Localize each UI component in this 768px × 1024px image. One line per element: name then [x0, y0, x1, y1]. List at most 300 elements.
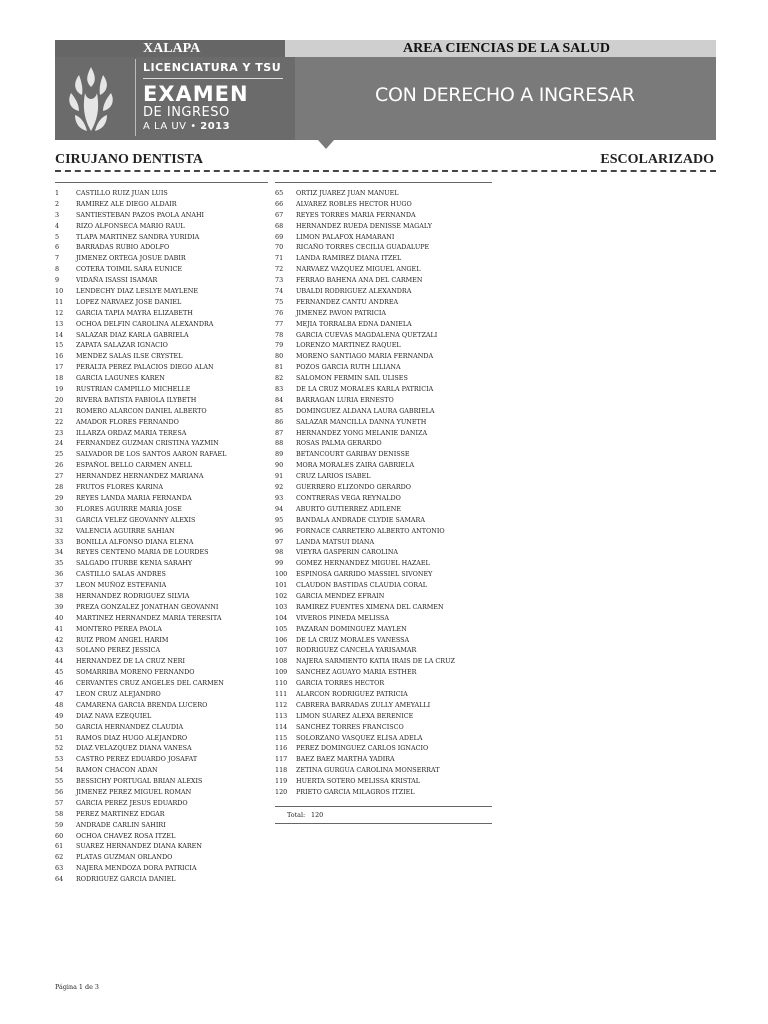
- list-item: [55, 602, 268, 613]
- mode-title: ESCOLARIZADO: [600, 152, 714, 167]
- list-number: 104: [275, 613, 288, 622]
- banner-pointer: [318, 140, 334, 149]
- list-item: [275, 656, 492, 667]
- list-item: [275, 417, 492, 428]
- list-name: GARCIA PEREZ JESUS EDUARDO: [76, 798, 188, 807]
- list-number: 50: [55, 722, 64, 731]
- list-item: [275, 308, 492, 319]
- list-name: SALAZAR MANCILLA DANNA YUNETH: [296, 417, 427, 426]
- list-item: [275, 373, 492, 384]
- list-number: 61: [55, 842, 64, 851]
- list-number: 1: [55, 189, 60, 197]
- total-rule-top: [275, 806, 492, 807]
- list-number: 114: [275, 722, 288, 731]
- list-name: BONILLA ALFONSO DIANA ELENA: [76, 537, 194, 546]
- list-item: [275, 340, 492, 351]
- list-name: CABRERA BARRADAS ZULLY AMEYALLI: [296, 700, 431, 709]
- exam-at: A LA UV: [143, 121, 187, 132]
- list-name: REYES LANDA MARIA FERNANDA: [76, 493, 192, 502]
- list-number: 87: [275, 428, 284, 437]
- list-number: 31: [55, 515, 64, 524]
- list-name: LOPEZ NARVAEZ JOSE DANIEL: [76, 297, 182, 306]
- list-number: 58: [55, 809, 64, 818]
- list-item: [275, 493, 492, 504]
- list-number: 52: [55, 744, 64, 753]
- list-item: [275, 722, 492, 733]
- list-item: [55, 722, 268, 733]
- list-number: 7: [55, 254, 60, 263]
- list-number: 56: [55, 787, 64, 796]
- list-item: [55, 765, 268, 776]
- list-number: 3: [55, 210, 60, 219]
- list-name: VALENCIA AGUIRRE SAHIAN: [76, 526, 175, 535]
- list-name: FRUTOS FLORES KARINA: [76, 483, 164, 492]
- list-item: [275, 242, 492, 253]
- list-name: MENDEZ SALAS ILSE CRYSTEL: [76, 352, 183, 361]
- list-item: [55, 667, 268, 678]
- total-rule-bottom: [275, 823, 492, 824]
- list-number: 4: [55, 221, 60, 230]
- list-number: 93: [275, 493, 284, 502]
- list-item: [275, 515, 492, 526]
- list-number: 35: [55, 559, 64, 568]
- list-number: 111: [275, 689, 288, 698]
- list-number: 47: [55, 689, 64, 698]
- list-number: 62: [55, 853, 64, 862]
- list-name: OCHOA CHAVEZ ROSA ITZEL: [76, 831, 176, 840]
- list-item: [55, 210, 268, 221]
- list-name: DIAZ NAVA EZEQUIEL: [76, 711, 152, 720]
- list-name: CASTILLO SALAS ANDRES: [76, 570, 166, 579]
- list-item: [275, 210, 492, 221]
- list-item: [275, 362, 492, 373]
- list-name: ORTIZ JUAREZ JUAN MANUEL: [296, 189, 399, 197]
- list-number: 80: [275, 352, 284, 361]
- list-number: 100: [275, 570, 288, 579]
- logo-divider: [135, 59, 136, 136]
- exam-banner: [55, 57, 295, 140]
- list-item: [55, 319, 268, 330]
- list-item: [275, 678, 492, 689]
- exam-subtitle: DE INGRESO: [143, 105, 230, 120]
- list-name: BESSICHY PORTUGAL BRIAN ALEXIS: [76, 777, 203, 786]
- list-item: [55, 471, 268, 482]
- list-name: LANDA RAMIREZ DIANA ITZEL: [296, 254, 402, 263]
- list-number: 79: [275, 341, 284, 350]
- list-item: [55, 264, 268, 275]
- list-number: 5: [55, 232, 60, 241]
- admitted-list-left: [55, 188, 268, 885]
- list-number: 106: [275, 635, 288, 644]
- list-number: 63: [55, 864, 64, 873]
- list-name: RAMON CHACON ADAN: [76, 766, 158, 775]
- list-number: 86: [275, 417, 284, 426]
- list-number: 46: [55, 679, 64, 688]
- list-number: 29: [55, 493, 64, 502]
- list-item: [275, 787, 492, 798]
- page-number: Página 1 de 3: [55, 983, 99, 991]
- dashed-divider: [55, 170, 716, 172]
- city-label: XALAPA: [55, 40, 285, 57]
- list-item: [275, 428, 492, 439]
- list-number: 70: [275, 243, 284, 252]
- list-item: [55, 297, 268, 308]
- list-item: [55, 624, 268, 635]
- list-number: 10: [55, 287, 64, 296]
- list-name: PERALTA PEREZ PALACIOS DIEGO ALAN: [76, 363, 214, 372]
- list-number: 77: [275, 319, 284, 328]
- list-item: [275, 689, 492, 700]
- list-item: [55, 591, 268, 602]
- list-number: 88: [275, 439, 284, 448]
- list-item: [275, 199, 492, 210]
- list-name: GARCIA CUEVAS MAGDALENA QUETZALI: [296, 330, 438, 339]
- list-name: CRUZ LARIOS ISABEL: [296, 472, 371, 481]
- list-name: ROMERO ALARCON DANIEL ALBERTO: [76, 406, 207, 415]
- list-name: HERNANDEZ YONG MELANIE DANIZA: [296, 428, 428, 437]
- list-name: TLAPA MARTINEZ SANDRA YURIDIA: [76, 232, 200, 241]
- list-item: [55, 733, 268, 744]
- area-label: AREA CIENCIAS DE LA SALUD: [285, 40, 716, 57]
- list-name: SALGADO ITURBE KENIA SARAHY: [76, 559, 193, 568]
- list-item: [275, 221, 492, 232]
- list-number: 30: [55, 504, 64, 513]
- list-number: 26: [55, 461, 64, 470]
- list-number: 54: [55, 766, 64, 775]
- list-name: DE LA CRUZ MORALES KARLA PATRICIA: [296, 385, 434, 394]
- list-number: 85: [275, 406, 284, 415]
- list-name: LEON MUÑOZ ESTEFANIA: [76, 581, 167, 590]
- list-item: [55, 526, 268, 537]
- list-number: 24: [55, 439, 64, 448]
- list-name: GARCIA TORRES HECTOR: [296, 679, 385, 688]
- list-name: VIEYRA GASPERIN CAROLINA: [296, 548, 399, 557]
- list-name: HUERTA SOTERO MELISSA KRISTAL: [296, 777, 421, 786]
- list-number: 91: [275, 472, 284, 481]
- list-number: 20: [55, 395, 64, 404]
- list-item: [275, 700, 492, 711]
- list-number: 11: [55, 297, 64, 306]
- list-item: [275, 264, 492, 275]
- list-number: 71: [275, 254, 284, 263]
- list-name: ESPAÑOL BELLO CARMEN ANELL: [76, 461, 193, 470]
- list-number: 117: [275, 755, 288, 764]
- list-name: ILLARZA ORDAZ MARIA TERESA: [76, 428, 187, 437]
- list-item: [55, 460, 268, 471]
- list-item: [55, 743, 268, 754]
- list-name: DIAZ VELAZQUEZ DIANA VANESA: [76, 744, 192, 753]
- list-number: 2: [55, 199, 60, 208]
- list-name: REYES CENTENO MARIA DE LOURDES: [76, 548, 209, 557]
- list-name: GARCIA TAPIA MAYRA ELIZABETH: [76, 308, 193, 317]
- list-item: [55, 308, 268, 319]
- list-number: 99: [275, 559, 284, 568]
- list-number: 53: [55, 755, 64, 764]
- list-number: 33: [55, 537, 64, 546]
- list-item: [275, 613, 492, 624]
- list-number: 69: [275, 232, 284, 241]
- list-item: [55, 242, 268, 253]
- list-name: PAZARAN DOMINGUEZ MAYLEN: [296, 624, 407, 633]
- list-item: [55, 362, 268, 373]
- list-number: 83: [275, 385, 284, 394]
- list-item: [275, 733, 492, 744]
- list-number: 76: [275, 308, 284, 317]
- list-name: MORENO SANTIAGO MARIA FERNANDA: [296, 352, 434, 361]
- list-item: [55, 428, 268, 439]
- list-name: SANCHEZ AGUAYO MARIA ESTHER: [296, 668, 417, 677]
- list-item: [55, 635, 268, 646]
- list-name: LEON CRUZ ALEJANDRO: [76, 689, 161, 698]
- list-item: [275, 645, 492, 656]
- list-item: [55, 340, 268, 351]
- list-name: CERVANTES CRUZ ANGELES DEL CARMEN: [76, 679, 224, 688]
- list-name: BETANCOURT GARIBAY DENISSE: [296, 450, 410, 459]
- list-item: [275, 275, 492, 286]
- program-type: LICENCIATURA Y TSU: [143, 61, 282, 74]
- list-item: [275, 602, 492, 613]
- list-item: [55, 689, 268, 700]
- list-number: 73: [275, 276, 284, 285]
- list-number: 32: [55, 526, 64, 535]
- admitted-list-right: [275, 188, 492, 798]
- list-number: 92: [275, 483, 284, 492]
- list-name: MONTERO PEREA PAOLA: [76, 624, 162, 633]
- list-name: SALOMON FERMIN SAIL ULISES: [296, 374, 408, 383]
- list-name: POZOS GARCIA RUTH LILIANA: [296, 363, 401, 372]
- list-name: LIMON SUAREZ ALEXA BERENICE: [296, 711, 414, 720]
- list-name: RODRIGUEZ GARCIA DANIEL: [76, 875, 176, 884]
- list-item: [55, 645, 268, 656]
- list-name: SUAREZ HERNANDEZ DIANA KAREN: [76, 842, 202, 851]
- list-item: [55, 776, 268, 787]
- list-number: 8: [55, 265, 60, 274]
- list-name: PEREZ MARTINEZ EDGAR: [76, 809, 165, 818]
- list-number: 48: [55, 700, 64, 709]
- list-name: ESPINOSA GARRIDO MASSIEL SIVONEY: [296, 570, 433, 579]
- list-name: SOLANO PEREZ JESSICA: [76, 646, 161, 655]
- list-item: [55, 493, 268, 504]
- title-divider: [143, 78, 283, 79]
- list-number: 9: [55, 276, 60, 285]
- list-number: 60: [55, 831, 64, 840]
- list-number: 97: [275, 537, 284, 546]
- list-name: AMADOR FLORES FERNANDO: [76, 417, 179, 426]
- list-name: CASTRO PEREZ EDUARDO JOSAFAT: [76, 755, 198, 764]
- list-item: [275, 449, 492, 460]
- list-number: 57: [55, 798, 64, 807]
- list-item: [275, 330, 492, 341]
- list-item: [275, 667, 492, 678]
- list-number: 44: [55, 657, 64, 666]
- list-name: ZAPATA SALAZAR IGNACIO: [76, 341, 168, 350]
- total-value: 120: [311, 811, 324, 819]
- list-name: DOMINGUEZ ALDANA LAURA GABRIELA: [296, 406, 435, 415]
- list-name: BAEZ BAEZ MARTHA YADIRA: [296, 755, 395, 764]
- list-item: [55, 580, 268, 591]
- list-item: [275, 406, 492, 417]
- uv-flame-logo-icon: [65, 65, 117, 135]
- list-name: SALVADOR DE LOS SANTOS AARON RAFAEL: [76, 450, 227, 459]
- list-number: 18: [55, 374, 64, 383]
- career-title: CIRUJANO DENTISTA: [55, 152, 203, 167]
- list-number: 101: [275, 581, 288, 590]
- list-name: BARRADAS RUBIO ADOLFO: [76, 243, 170, 252]
- list-number: 110: [275, 679, 288, 688]
- list-item: [55, 417, 268, 428]
- list-number: 65: [275, 189, 284, 197]
- list-number: 81: [275, 363, 284, 372]
- list-item: [275, 286, 492, 297]
- list-name: MARTINEZ HERNANDEZ MARIA TERESITA: [76, 613, 222, 622]
- list-item: [55, 395, 268, 406]
- list-number: 16: [55, 352, 64, 361]
- list-name: ABURTO GUTIERREZ ADILENE: [296, 504, 402, 513]
- list-item: [55, 232, 268, 243]
- list-name: GUERRERO ELIZONDO GERARDO: [296, 483, 411, 492]
- list-name: NAJERA SARMIENTO KATIA IRAIS DE LA CRUZ: [296, 657, 455, 666]
- list-name: NARVAEZ VAZQUEZ MIGUEL ANGEL: [296, 265, 421, 274]
- list-name: RAMOS DIAZ HUGO ALEJANDRO: [76, 733, 188, 742]
- list-name: BANDALA ANDRADE CLYDIE SAMARA: [296, 515, 425, 524]
- list-name: LENDECHY DIAZ LESLYE MAYLENE: [76, 287, 199, 296]
- list-name: HERNANDEZ RODRIGUEZ SILVIA: [76, 591, 190, 600]
- list-item: [55, 449, 268, 460]
- list-name: RODRIGUEZ CANCELA YARISAMAR: [296, 646, 417, 655]
- list-name: ROSAS PALMA GERARDO: [296, 439, 382, 448]
- list-number: 55: [55, 777, 64, 786]
- list-number: 45: [55, 668, 64, 677]
- list-item: [275, 591, 492, 602]
- list-number: 59: [55, 820, 64, 829]
- list-item: [55, 613, 268, 624]
- list-name: CAMARENA GARCIA BRENDA LUCERO: [76, 700, 208, 709]
- list-number: 13: [55, 319, 64, 328]
- list-number: 41: [55, 624, 64, 633]
- list-name: ALVAREZ ROBLES HECTOR HUGO: [296, 199, 412, 208]
- list-name: RIVERA BATISTA FABIOLA ILYBETH: [76, 395, 197, 404]
- list-item: [55, 678, 268, 689]
- list-item: [55, 188, 268, 199]
- list-number: 51: [55, 733, 64, 742]
- list-name: RAMIREZ FUENTES XIMENA DEL CARMEN: [296, 602, 444, 611]
- list-number: 22: [55, 417, 64, 426]
- list-number: 103: [275, 602, 288, 611]
- list-number: 74: [275, 287, 284, 296]
- list-number: 96: [275, 526, 284, 535]
- list-number: 118: [275, 766, 288, 775]
- list-number: 95: [275, 515, 284, 524]
- list-number: 107: [275, 646, 288, 655]
- list-name: CASTILLO RUIZ JUAN LUIS: [76, 189, 168, 197]
- list-name: HERNANDEZ HERNANDEZ MARIANA: [76, 472, 204, 481]
- admitted-banner: [295, 57, 716, 140]
- list-item: [55, 754, 268, 765]
- list-item: [275, 526, 492, 537]
- list-number: 42: [55, 635, 64, 644]
- list-number: 67: [275, 210, 284, 219]
- list-number: 112: [275, 700, 288, 709]
- list-name: SANCHEZ TORRES FRANCISCO: [296, 722, 404, 731]
- list-item: [55, 504, 268, 515]
- list-item: [55, 711, 268, 722]
- list-item: [275, 460, 492, 471]
- list-name: BARRAGAN LURIA ERNESTO: [296, 395, 394, 404]
- list-name: ALARCON RODRIGUEZ PATRICIA: [296, 689, 408, 698]
- list-number: 68: [275, 221, 284, 230]
- list-item: [55, 373, 268, 384]
- list-name: DE LA CRUZ MORALES VANESSA: [296, 635, 410, 644]
- list-number: 75: [275, 297, 284, 306]
- right-column-rule: [275, 182, 492, 183]
- list-item: [55, 199, 268, 210]
- list-item: [275, 188, 492, 199]
- list-item: [55, 482, 268, 493]
- list-number: 28: [55, 483, 64, 492]
- list-item: [275, 711, 492, 722]
- list-name: LIMON PALAFOX HAMARANI: [296, 232, 395, 241]
- list-number: 120: [275, 787, 288, 796]
- list-name: FERNANDEZ GUZMAN CRISTINA YAZMIN: [76, 439, 219, 448]
- list-number: 23: [55, 428, 64, 437]
- list-name: SOMARRIBA MORENO FERNANDO: [76, 668, 195, 677]
- list-name: GARCIA LAGUNES KAREN: [76, 374, 165, 383]
- list-number: 36: [55, 570, 64, 579]
- list-item: [275, 482, 492, 493]
- list-number: 21: [55, 406, 64, 415]
- list-item: [275, 754, 492, 765]
- list-number: 66: [275, 199, 284, 208]
- list-number: 105: [275, 624, 288, 633]
- exam-title: EXAMEN: [143, 82, 249, 106]
- list-item: [55, 700, 268, 711]
- list-number: 39: [55, 602, 64, 611]
- list-item: [55, 406, 268, 417]
- list-item: [55, 275, 268, 286]
- list-number: 108: [275, 657, 288, 666]
- list-item: [275, 624, 492, 635]
- list-number: 113: [275, 711, 288, 720]
- list-number: 15: [55, 341, 64, 350]
- list-number: 90: [275, 461, 284, 470]
- list-item: [275, 232, 492, 243]
- list-name: JIMENEZ PEREZ MIGUEL ROMAN: [76, 787, 192, 796]
- list-number: 78: [275, 330, 284, 339]
- list-name: RUSTRIAN CAMPILLO MICHELLE: [76, 385, 191, 394]
- list-number: 12: [55, 308, 64, 317]
- exam-university-year: A LA UV • 2013: [143, 121, 231, 132]
- list-item: [55, 221, 268, 232]
- list-number: 109: [275, 668, 288, 677]
- list-number: 25: [55, 450, 64, 459]
- list-number: 82: [275, 374, 284, 383]
- list-item: [275, 537, 492, 548]
- list-number: 89: [275, 450, 284, 459]
- list-item: [55, 515, 268, 526]
- list-item: [55, 787, 268, 798]
- list-item: [55, 286, 268, 297]
- list-number: 64: [55, 875, 64, 884]
- list-name: VIDAÑA ISASSI ISAMAR: [76, 276, 158, 285]
- list-name: MEJIA TORRALBA EDNA DANIELA: [296, 319, 412, 328]
- total-row: [275, 808, 492, 823]
- list-name: FERNANDEZ CANTU ANDREA: [296, 297, 399, 306]
- left-column-rule: [55, 182, 268, 183]
- list-item: [55, 569, 268, 580]
- list-number: 49: [55, 711, 64, 720]
- list-item: [275, 765, 492, 776]
- list-item: [55, 351, 268, 362]
